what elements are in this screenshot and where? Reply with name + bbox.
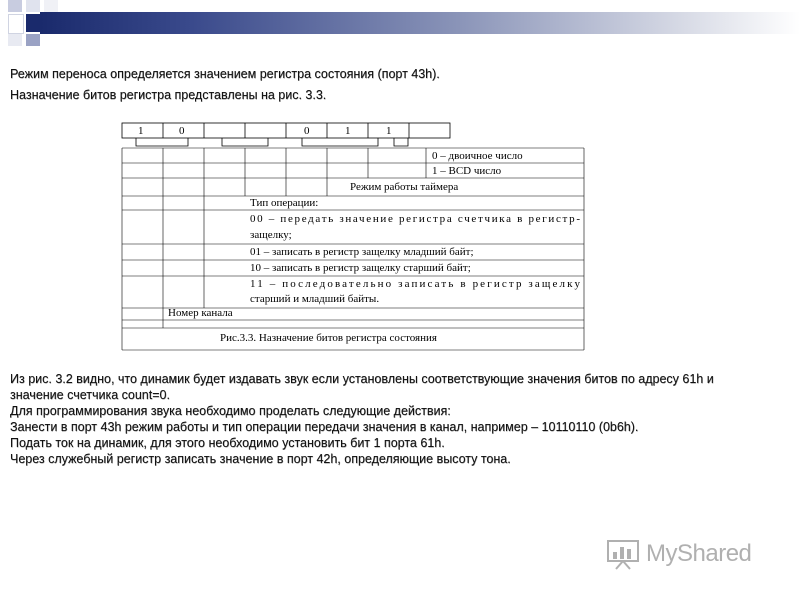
row-op-00-a: 00 – передать значение регистра счетчика в регистр-: [250, 213, 580, 225]
slide-header: [0, 0, 800, 48]
myshared-logo[interactable]: [606, 536, 766, 576]
body-p3: Занести в порт 43h режим работы и тип операции передачи значения в канал, например – 10110110 (0b6h).: [10, 420, 639, 434]
row-bcd: 1 – BCD число: [432, 165, 502, 177]
body-p2: Для программирования звука необходимо проделать следующие действия:: [10, 404, 451, 418]
bit-cells: [122, 123, 450, 138]
register-diagram: [118, 120, 586, 352]
bit-1: 1: [386, 125, 392, 137]
row-channel-number: Номер канала: [168, 307, 233, 319]
row-op-11-b: старший и младший байты.: [250, 293, 380, 305]
header-decoration-squares: [0, 0, 70, 48]
body-p1-line1: Из рис. 3.2 видно, что динамик будет издавать звук если установлены соответствующие значения битов по адресу 61h и: [10, 372, 714, 386]
bit-7: 1: [138, 125, 144, 137]
figure-caption: Рис.3.3. Назначение битов регистра состояния: [220, 332, 437, 344]
logo-text: MyShared: [646, 540, 752, 567]
row-op-11-a: 11 – последовательно записать в регистр защелку: [250, 278, 580, 290]
header-gradient-bar: [40, 12, 800, 34]
bit-3: 0: [304, 125, 310, 137]
bit-2: 1: [345, 125, 351, 137]
body-p1-line2: значение счетчика count=0.: [10, 388, 170, 402]
body-p4: Подать ток на динамик, для этого необходимо установить бит 1 порта 61h.: [10, 436, 445, 450]
register-bits-figure: [118, 120, 586, 352]
bit-6: 0: [179, 125, 185, 137]
row-binary: 0 – двоичное число: [432, 150, 523, 162]
row-op-00-b: защелку;: [250, 229, 292, 241]
row-timer-mode: Режим работы таймера: [350, 181, 459, 193]
body-p5: Через служебный регистр записать значение в порт 42h, определяющие высоту тона.: [10, 452, 511, 466]
bit-brackets: [136, 138, 408, 146]
chart-presentation-icon: [606, 538, 640, 570]
row-op-10: 10 – записать в регистр защелку старший байт;: [250, 262, 471, 274]
intro-line-1: Режим переноса определяется значением регистра состояния (порт 43h).: [10, 67, 440, 81]
row-operation-type: Тип операции:: [250, 197, 319, 209]
intro-line-2: Назначение битов регистра представлены на рис. 3.3.: [10, 88, 327, 102]
row-op-01: 01 – записать в регистр защелку младший байт;: [250, 246, 474, 258]
